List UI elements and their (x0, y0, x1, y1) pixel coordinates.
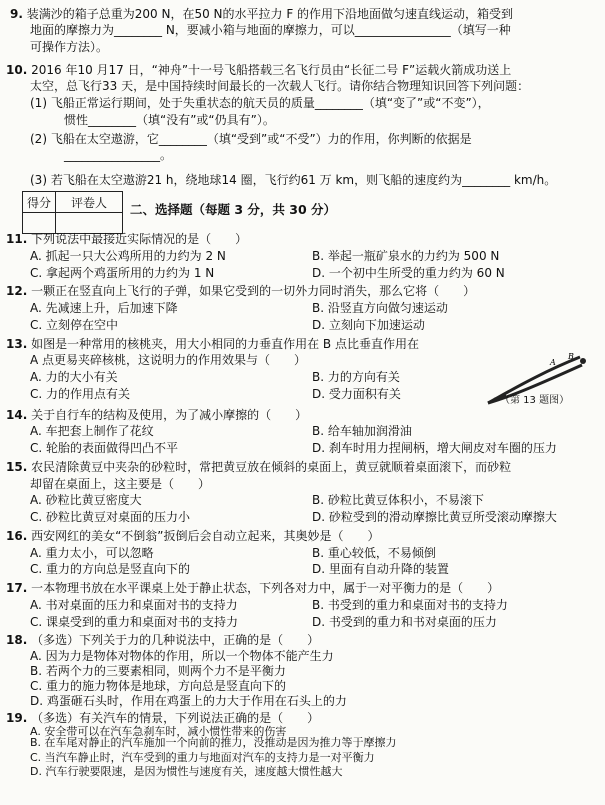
q14-option-c: C. 轮胎的表面做得凹凸不平 (30, 441, 179, 456)
q15-option-b: B. 砂粒比黄豆体积小，不易滚下 (312, 493, 484, 508)
q18-option-d: D. 鸡蛋砸石头时，作用在鸡蛋上的力大于作用在石头上的力 (30, 693, 347, 708)
q15-option-c: C. 砂粒比黄豆对桌面的压力小 (30, 510, 191, 525)
q10-line6: ________________。 (64, 148, 173, 163)
q16-option-b: B. 重心较低，不易倾倒 (312, 545, 436, 560)
q10-line1: 10. 2016 年10 月17 日，“神舟”十一号飞船搭载三名飞行员由“长征二号 F”运载火箭成功送上 (6, 62, 512, 77)
q16-stem: 16. 西安网红的美女“不倒翁”扳倒后会自动立起来，其奥妙是（ ） (6, 528, 380, 543)
score-box (22, 191, 123, 234)
q19-stem: 19. （多选）有关汽车的情景，下列说法正确的是（ ） (6, 710, 320, 725)
q9-line2: 地面的摩擦力为________ N，要减小箱与地面的摩擦力，可以________________（填写一种 (30, 23, 511, 38)
q10-line5: (2) 飞船在太空遨游，它________（填“受到”或“不受”）力的作用，你判断的依据是 (30, 131, 472, 146)
q13-option-b: B. 力的方向有关 (312, 370, 400, 385)
q12-stem: 12. 一颗正在竖直向上飞行的子弹，如果它受到的一切外力同时消失，那么它将（ ） (6, 284, 476, 299)
q13-option-d: D. 受力面积有关 (312, 387, 401, 402)
q10-line7: (3) 若飞船在太空遨游21 h，绕地球14 圈，飞行约61 万 km，则飞船的速度约为________ km/h。 (30, 172, 557, 187)
q19-option-c: C. 当汽车静止时，汽车受到的重力与地面对汽车的支持力是一对平衡力 (30, 750, 375, 764)
q17-option-a: A. 书对桌面的压力和桌面对书的支持力 (30, 597, 238, 612)
q12-option-a: A. 先减速上升，后加速下降 (30, 301, 178, 316)
figure-caption: （第 13 题图） (500, 394, 570, 406)
q11-option-d: D. 一个初中生所受的重力约为 60 N (312, 265, 505, 280)
q15-stem: 15. 农民清除黄豆中夹杂的砂粒时，常把黄豆放在倾斜的桌面上，黄豆就顺着桌面滚下，而砂粒 (6, 459, 512, 474)
q14-stem: 14. 关于自行车的结构及使用，为了减小摩擦的（ ） (6, 407, 308, 422)
q15-option-a: A. 砂粒比黄豆密度大 (30, 493, 142, 508)
q9-line1: 9. 装满沙的箱子总重为200 N，在50 N的水平拉力 F 的作用下沿地面做匀速直线运动，箱受到 (10, 6, 514, 21)
q16-option-c: C. 重力的方向总是竖直向下的 (30, 562, 191, 577)
nutcracker-figure (480, 341, 590, 421)
q19-option-d: D. 汽车行驶要限速，是因为惯性与速度有关，速度越大惯性越大 (30, 764, 343, 778)
q16-option-a: A. 重力太小，可以忽略 (30, 545, 154, 560)
q17-option-b: B. 书受到的重力和桌面对书的支持力 (312, 597, 508, 612)
q17-stem: 17. 一本物理书放在水平课桌上处于静止状态，下列各对力中，属于一对平衡力的是（ ） (6, 581, 500, 596)
q12-option-b: B. 沿竖直方向做匀速运动 (312, 301, 448, 316)
q16-option-d: D. 里面有自动升降的装置 (312, 562, 449, 577)
q15-stem2: 却留在桌面上，这主要是（ ） (30, 476, 211, 491)
q11-stem: 11. 下列说法中最接近实际情况的是（ ） (6, 232, 248, 247)
q13-stem: 13. 如图是一种常用的核桃夹，用大小相同的力垂直作用在 B 点比垂直作用在 (6, 336, 419, 351)
q10-line4: 惯性________（填“没有”或“仍具有”）。 (64, 112, 275, 127)
q13-option-a: A. 力的大小有关 (30, 370, 118, 385)
q14-option-b: B. 给车轴加润滑油 (312, 424, 412, 439)
q19-option-a: A. 安全带可以在汽车急刹车时，减小惯性带来的伤害 (30, 724, 287, 738)
q11-option-b: B. 举起一瓶矿泉水的力约为 500 N (312, 249, 500, 264)
q12-option-c: C. 立刻停在空中 (30, 318, 119, 333)
q11-option-a: A. 抓起一只大公鸡所用的力约为 2 N (30, 249, 226, 264)
q13-option-c: C. 力的作用点有关 (30, 387, 131, 402)
q12-option-d: D. 立刻向下加速运动 (312, 318, 425, 333)
q18-option-a: A. 因为力是物体对物体的作用，所以一个物体不能产生力 (30, 649, 334, 664)
section-title: 二、选择题（每题 3 分，共 30 分） (130, 201, 337, 217)
q14-option-a: A. 车把套上制作了花纹 (30, 424, 154, 439)
q10-line3: (1) 飞船正常运行期间，处于失重状态的航天员的质量________（填“变了”或“不变”）， (30, 96, 490, 111)
label-b: B (568, 352, 574, 362)
grader-label: 评卷人 (56, 192, 123, 213)
q17-option-c: C. 课桌受到的重力和桌面对书的支持力 (30, 614, 239, 629)
q11-option-c: C. 拿起两个鸡蛋所用的力约为 1 N (30, 265, 215, 280)
q9-line3: 可操作方法）。 (30, 40, 109, 55)
q18-option-c: C. 重力的施力物体是地球，方向总是竖直向下的 (30, 678, 287, 693)
q13-stem2: A 点更易夹碎核桃，这说明力的作用效果与（ ） (30, 353, 307, 368)
q19-option-b: B. 在车尾对静止的汽车施加一个向前的推力，没推动是因为推力等于摩擦力 (30, 735, 397, 749)
q17-option-d: D. 书受到的重力和书对桌面的压力 (312, 614, 497, 629)
score-label: 得分 (23, 192, 56, 213)
label-a: A (550, 358, 556, 368)
q14-option-d: D. 刹车时用力捏闸柄，增大闸皮对车圈的压力 (312, 441, 557, 456)
q18-stem: 18. （多选）下列关于力的几种说法中，正确的是（ ） (6, 633, 320, 648)
q10-line2: 太空，总飞行33 天，是中国持续时间最长的一次载人飞行。请你结合物理知识回答下列问题： (30, 79, 530, 94)
q18-option-b: B. 若两个力的三要素相同，则两个力不是平衡力 (30, 664, 286, 679)
q15-option-d: D. 砂粒受到的滑动摩擦比黄豆所受滚动摩擦大 (312, 510, 557, 525)
